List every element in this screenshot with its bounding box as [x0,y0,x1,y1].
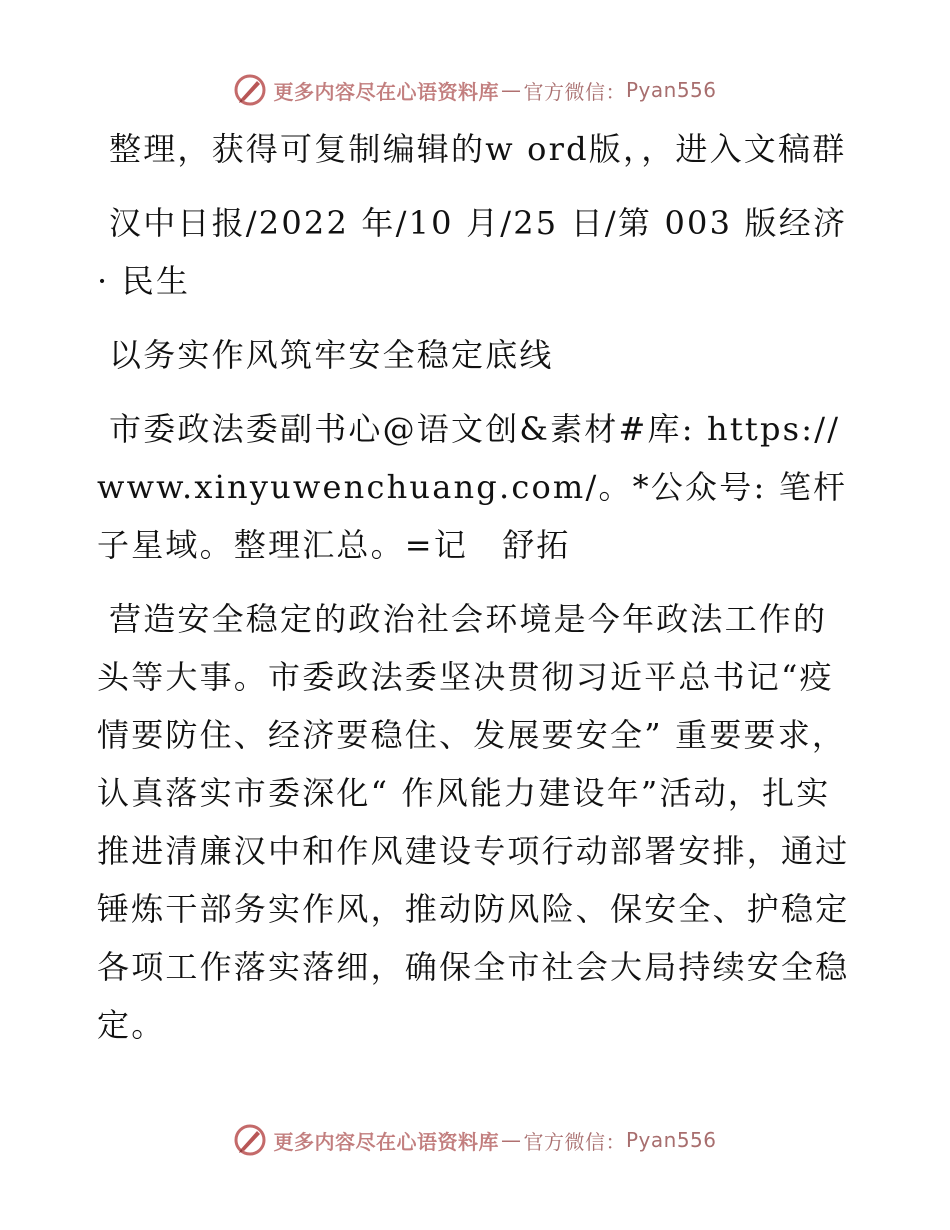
paragraph-title: 以务实作风筑牢安全稳定底线 [109,336,554,374]
watermark-dash: — [500,78,522,102]
watermark-text: 更多内容尽在心语资料库 [273,1129,499,1154]
paragraph-source: 汉中日报/2022 年/10 月/25 日/第 003 版经济 · 民生 [97,204,848,300]
watermark-contact-label: 官方微信： [523,79,626,104]
watermark-contact-id: Pyan556 [625,1128,717,1152]
paragraph-intro-note: 整理，获得可复制编辑的w ord版，，进入文稿群 [109,130,847,168]
quill-pen-icon [233,1123,267,1157]
watermark-text: 更多内容尽在心语资料库 [273,79,499,104]
header-watermark [0,70,950,110]
paragraph-author: 市委政法委副书心@语文创&素材#库: https:// www.xinyuwenchuang.com/。*公众号: 笔杆子星域。整理汇总。=记 舒拓 [97,410,848,564]
document-body [97,120,857,1070]
quill-pen-icon [233,73,267,107]
paragraph-body: 营造安全稳定的政治社会环境是今年政法工作的头等大事。市委政法委坚决贯彻习近平总书记“疫情要防住、经济要稳住、发展要安全” 重要要求，认真落实市委深化“ 作风能力建设年”活动，扎实推进清廉汉中和作风建设专项行动部署安排，通过锤炼干部务实作风，推动防风险、保安全、护稳定各项工作落实落细，确保全市社会大局持续安全稳定。 [97,600,850,1044]
watermark-contact-label: 官方微信： [523,1129,626,1154]
watermark-dash: — [500,1128,522,1152]
footer-watermark [0,1120,950,1160]
watermark-contact-id: Pyan556 [625,78,717,102]
